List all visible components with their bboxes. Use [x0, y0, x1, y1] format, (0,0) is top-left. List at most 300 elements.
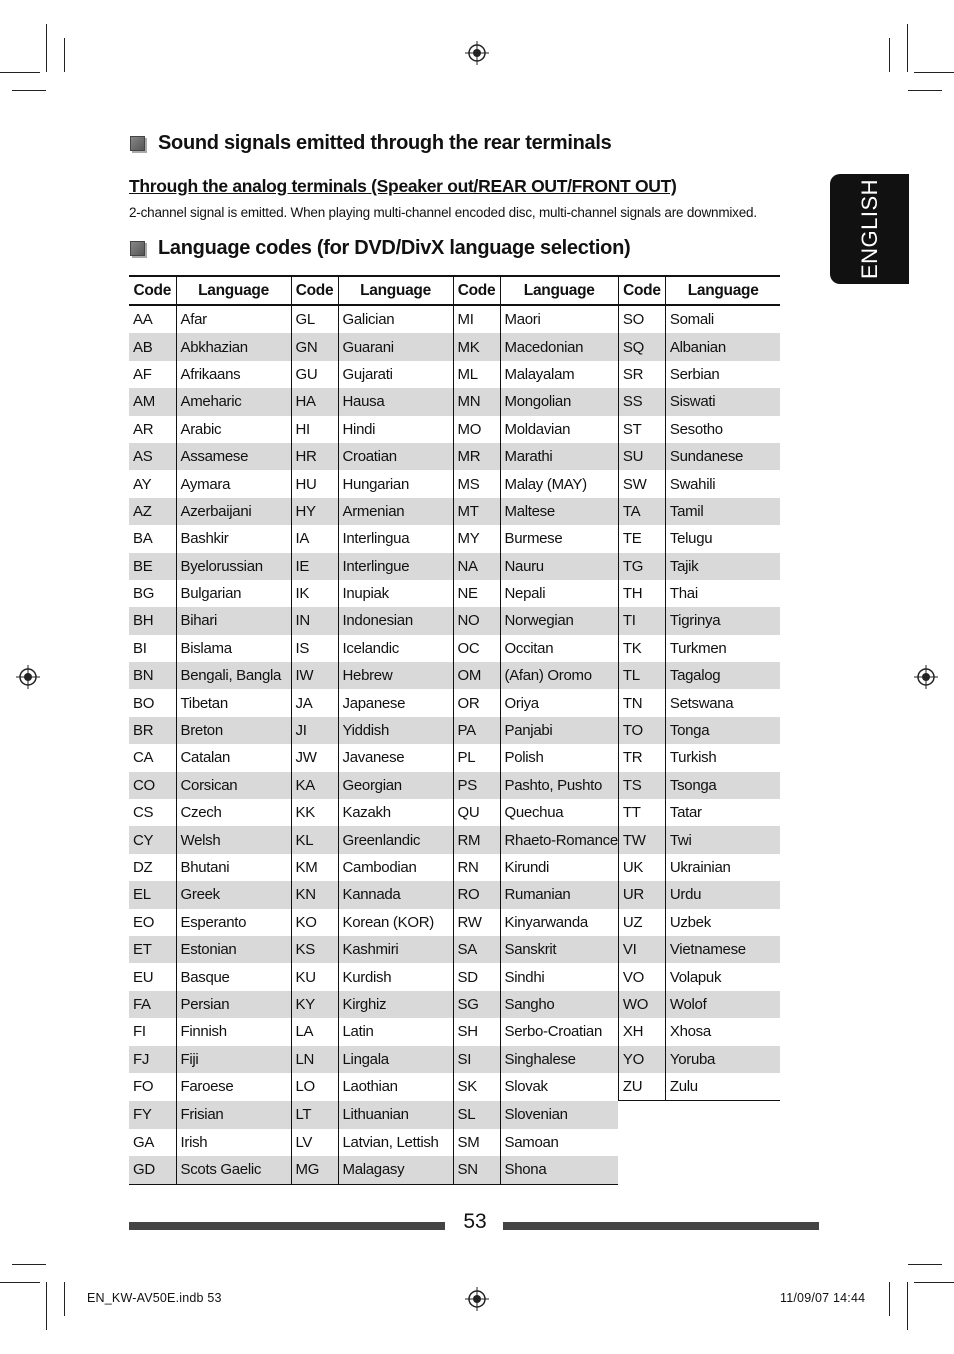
crop-mark	[12, 1264, 46, 1265]
language-code-cell: LO	[291, 1073, 338, 1101]
language-code-cell: RM	[453, 826, 500, 853]
table-row	[129, 1156, 780, 1184]
language-code-cell: HI	[291, 416, 338, 443]
language-side-tab	[830, 174, 909, 284]
table-row	[129, 525, 780, 552]
language-code-cell: MO	[453, 416, 500, 443]
language-name-cell: Turkish	[665, 744, 780, 771]
language-name-cell: Norwegian	[500, 607, 618, 634]
registration-mark-icon	[465, 41, 489, 65]
language-name-cell: Hebrew	[338, 662, 453, 689]
table-row	[129, 607, 780, 634]
language-code-cell: FA	[129, 991, 176, 1018]
language-name-cell: Xhosa	[665, 1018, 780, 1045]
language-code-cell: MT	[453, 498, 500, 525]
language-name-cell: Esperanto	[176, 909, 291, 936]
language-code-cell: YO	[618, 1046, 665, 1073]
crop-mark	[914, 72, 954, 73]
language-name-cell: Arabic	[176, 416, 291, 443]
language-name-cell: Slovenian	[500, 1101, 618, 1129]
language-code-cell: TS	[618, 772, 665, 799]
language-name-cell: Armenian	[338, 498, 453, 525]
language-name-cell: Greek	[176, 881, 291, 908]
language-code-cell: QU	[453, 799, 500, 826]
crop-mark	[907, 1282, 908, 1330]
column-header-language: Language	[338, 276, 453, 305]
language-code-cell: NE	[453, 580, 500, 607]
language-name-cell: Rhaeto-Romance	[500, 826, 618, 853]
language-name-cell: Urdu	[665, 881, 780, 908]
language-name-cell: Oriya	[500, 689, 618, 716]
table-row	[129, 1073, 780, 1101]
language-code-cell: GD	[129, 1156, 176, 1184]
language-name-cell: Mongolian	[500, 388, 618, 415]
language-code-cell: CY	[129, 826, 176, 853]
language-name-cell: Hungarian	[338, 470, 453, 497]
heading-square-icon	[130, 241, 145, 256]
crop-mark	[889, 38, 890, 72]
language-codes-table	[129, 275, 780, 1185]
language-name-cell: Kirundi	[500, 854, 618, 881]
language-code-cell: PS	[453, 772, 500, 799]
language-code-cell: SK	[453, 1073, 500, 1101]
table-row	[129, 689, 780, 716]
language-name-cell: Abkhazian	[176, 333, 291, 360]
language-name-cell: Latvian, Lettish	[338, 1129, 453, 1156]
language-code-cell: XH	[618, 1018, 665, 1045]
language-code-cell: TK	[618, 635, 665, 662]
language-name-cell: Fiji	[176, 1046, 291, 1073]
language-code-cell: RO	[453, 881, 500, 908]
column-header-code: Code	[129, 276, 176, 305]
language-name-cell: Quechua	[500, 799, 618, 826]
heading-square-icon	[130, 136, 145, 151]
language-name-cell: Ukrainian	[665, 854, 780, 881]
language-name-cell: Sindhi	[500, 963, 618, 990]
empty-cell	[618, 1101, 665, 1129]
language-name-cell: Nauru	[500, 553, 618, 580]
language-name-cell: Kirghiz	[338, 991, 453, 1018]
language-code-cell: SN	[453, 1156, 500, 1184]
language-code-cell: JI	[291, 717, 338, 744]
language-code-cell: SH	[453, 1018, 500, 1045]
language-name-cell: Maltese	[500, 498, 618, 525]
language-name-cell: Welsh	[176, 826, 291, 853]
language-code-cell: CA	[133, 749, 154, 767]
language-name-cell: Greenlandic	[338, 826, 453, 853]
table-row	[129, 635, 780, 662]
language-code-cell: BH	[129, 607, 176, 634]
language-code-cell: JA	[291, 689, 338, 716]
language-code-cell: UZ	[618, 909, 665, 936]
language-code-cell: IK	[291, 580, 338, 607]
language-name-cell: Vietnamese	[665, 936, 780, 963]
language-code-cell: BE	[129, 553, 176, 580]
language-code-cell: GU	[291, 361, 338, 388]
language-code-cell: CS	[133, 804, 154, 822]
language-code-cell: SO	[618, 305, 665, 333]
language-code-cell: LT	[291, 1101, 338, 1129]
language-code-cell: VO	[618, 963, 665, 990]
table-row	[129, 553, 780, 580]
language-code-cell: SI	[453, 1046, 500, 1073]
language-code-cell: OR	[453, 689, 500, 716]
language-code-cell: PL	[453, 744, 500, 771]
language-name-cell: Azerbaijani	[176, 498, 291, 525]
language-name-cell: Somali	[665, 305, 780, 333]
language-code-cell: MI	[453, 305, 500, 333]
table-row	[129, 580, 780, 607]
language-code-cell: SR	[618, 361, 665, 388]
language-name-cell: Irish	[176, 1129, 291, 1156]
crop-mark	[0, 72, 40, 73]
language-code-cell: EU	[133, 968, 154, 986]
language-name-cell: Ameharic	[176, 388, 291, 415]
section-heading-language	[130, 237, 630, 260]
language-name-cell: Gujarati	[338, 361, 453, 388]
language-code-cell: ZU	[618, 1073, 665, 1101]
language-name-cell: Tajik	[665, 553, 780, 580]
language-code-cell: BO	[133, 694, 155, 712]
language-name-cell: Frisian	[176, 1101, 291, 1129]
language-code-cell: IN	[291, 607, 338, 634]
table-row	[129, 333, 780, 360]
language-name-cell: Moldavian	[500, 416, 618, 443]
table-row	[129, 881, 780, 908]
language-name-cell: Sundanese	[665, 443, 780, 470]
language-name-cell: Pashto, Pushto	[500, 772, 618, 799]
language-code-cell: EO	[133, 913, 155, 931]
language-code-cell: ST	[618, 416, 665, 443]
language-code-cell: ML	[453, 361, 500, 388]
language-code-cell: TL	[618, 662, 665, 689]
language-code-cell: AR	[133, 420, 154, 438]
section-title: Language codes (for DVD/DivX language selection)	[158, 237, 631, 259]
language-code-cell: KN	[291, 881, 338, 908]
language-code-cell: TT	[618, 799, 665, 826]
language-name-cell: Albanian	[665, 333, 780, 360]
language-name-cell: Kazakh	[338, 799, 453, 826]
language-name-cell: Telugu	[665, 525, 780, 552]
language-code-cell: BI	[133, 639, 147, 657]
language-code-cell: TR	[618, 744, 665, 771]
column-header-code: Code	[453, 276, 500, 305]
language-name-cell: Kinyarwanda	[500, 909, 618, 936]
language-name-cell: Burmese	[500, 525, 618, 552]
language-name-cell: Afar	[176, 305, 291, 333]
empty-cell	[618, 1129, 665, 1156]
language-name-cell: Assamese	[176, 443, 291, 470]
subsection-title: Through the analog terminals (Speaker out/REAR OUT/FRONT OUT)	[129, 176, 677, 196]
language-name-cell: Catalan	[176, 744, 291, 771]
crop-mark	[914, 1282, 954, 1283]
language-code-cell: TO	[618, 717, 665, 744]
language-code-cell: WO	[618, 991, 665, 1018]
crop-mark	[12, 90, 46, 91]
language-name-cell: Swahili	[665, 470, 780, 497]
language-name-cell: Zulu	[665, 1073, 780, 1101]
language-code-cell: KS	[291, 936, 338, 963]
language-name-cell: Volapuk	[665, 963, 780, 990]
language-name-cell: Singhalese	[500, 1046, 618, 1073]
slug-file: EN_KW-AV50E.indb 53	[87, 1291, 222, 1305]
table-row	[129, 744, 780, 771]
language-name-cell: Macedonian	[500, 333, 618, 360]
language-name-cell: Korean (KOR)	[338, 909, 453, 936]
language-name-cell: Wolof	[665, 991, 780, 1018]
language-name-cell: Malagasy	[338, 1156, 453, 1184]
column-header-language: Language	[500, 276, 618, 305]
language-code-cell: GA	[133, 1133, 155, 1151]
language-code-cell: BA	[133, 530, 153, 548]
page-number: 53	[463, 1210, 487, 1233]
crop-mark	[64, 1282, 65, 1316]
table-row	[129, 991, 780, 1018]
language-name-cell: Yiddish	[338, 717, 453, 744]
language-name-cell: Tonga	[665, 717, 780, 744]
language-code-cell: TI	[618, 607, 665, 634]
language-code-cell: IS	[291, 635, 338, 662]
table-row	[129, 1129, 780, 1156]
language-name-cell: Tatar	[665, 799, 780, 826]
language-code-cell: CO	[129, 772, 176, 799]
side-tab-label: ENGLISH	[856, 178, 882, 280]
language-code-cell: MY	[453, 525, 500, 552]
language-name-cell: Sanskrit	[500, 936, 618, 963]
table-row	[129, 1046, 780, 1073]
crop-mark	[908, 90, 942, 91]
language-name-cell: Shona	[500, 1156, 618, 1184]
language-name-cell: Interlingua	[338, 525, 453, 552]
registration-mark-icon	[914, 665, 938, 689]
table-row	[129, 936, 780, 963]
language-name-cell: Tsonga	[665, 772, 780, 799]
language-name-cell: Yoruba	[665, 1046, 780, 1073]
registration-mark-icon	[465, 1287, 489, 1311]
language-name-cell: Indonesian	[338, 607, 453, 634]
language-code-cell: SL	[453, 1101, 500, 1129]
language-name-cell: Inupiak	[338, 580, 453, 607]
language-code-cell: RN	[453, 854, 500, 881]
language-code-cell: HU	[291, 470, 338, 497]
language-code-cell: TA	[618, 498, 665, 525]
crop-mark	[889, 1282, 890, 1316]
table-row	[129, 909, 780, 936]
language-code-cell: GN	[291, 333, 338, 360]
language-name-cell: Tamil	[665, 498, 780, 525]
language-name-cell: Guarani	[338, 333, 453, 360]
language-name-cell: Hausa	[338, 388, 453, 415]
language-code-cell: KO	[291, 909, 338, 936]
table-row	[129, 1101, 780, 1129]
table-row	[129, 662, 780, 689]
language-name-cell: Serbian	[665, 361, 780, 388]
language-name-cell: Bashkir	[176, 525, 291, 552]
language-code-cell: OC	[453, 635, 500, 662]
language-code-cell: DZ	[133, 859, 153, 876]
language-name-cell: Serbo-Croatian	[500, 1018, 618, 1045]
language-name-cell: Javanese	[338, 744, 453, 771]
table-row	[129, 305, 780, 333]
language-code-cell: KK	[291, 799, 338, 826]
language-code-cell: FY	[129, 1101, 176, 1129]
table-row	[129, 388, 780, 415]
language-name-cell: Uzbek	[665, 909, 780, 936]
language-name-cell: Hindi	[338, 416, 453, 443]
language-code-cell: FJ	[129, 1046, 176, 1073]
language-name-cell: Finnish	[176, 1018, 291, 1045]
language-name-cell: Malayalam	[500, 361, 618, 388]
language-name-cell: Samoan	[500, 1129, 618, 1156]
language-code-cell: FI	[133, 1023, 146, 1041]
language-code-cell: NO	[453, 607, 500, 634]
empty-cell	[618, 1156, 665, 1184]
language-code-cell: TW	[618, 826, 665, 853]
table-row	[129, 826, 780, 853]
language-code-cell: SW	[618, 470, 665, 497]
language-name-cell: Galician	[338, 305, 453, 333]
language-name-cell: Siswati	[665, 388, 780, 415]
language-code-cell: UK	[618, 854, 665, 881]
language-code-cell: TH	[618, 580, 665, 607]
language-name-cell: Nepali	[500, 580, 618, 607]
language-name-cell: Panjabi	[500, 717, 618, 744]
language-code-cell: ET	[129, 936, 176, 963]
language-code-cell: MS	[453, 470, 500, 497]
language-code-cell: SG	[453, 991, 500, 1018]
language-code-cell: BN	[129, 662, 176, 689]
language-code-cell: TG	[618, 553, 665, 580]
language-code-cell: AY	[133, 475, 152, 493]
language-name-cell: Turkmen	[665, 635, 780, 662]
language-code-cell: SU	[618, 443, 665, 470]
table-row	[129, 717, 780, 744]
language-code-cell: AF	[133, 365, 152, 383]
language-code-cell: MG	[291, 1156, 338, 1184]
language-code-cell: GL	[291, 305, 338, 333]
language-code-cell: LA	[291, 1018, 338, 1045]
table-row	[129, 772, 780, 799]
language-code-cell: SD	[453, 963, 500, 990]
language-name-cell: Slovak	[500, 1073, 618, 1101]
language-code-cell: JW	[291, 744, 338, 771]
language-code-cell: KY	[291, 991, 338, 1018]
crop-mark	[0, 1282, 40, 1283]
language-name-cell: Japanese	[338, 689, 453, 716]
language-name-cell: Cambodian	[338, 854, 453, 881]
language-code-cell: UR	[618, 881, 665, 908]
column-header-code: Code	[618, 276, 665, 305]
language-name-cell: Bulgarian	[176, 580, 291, 607]
table-row	[129, 963, 780, 990]
section-heading-sound	[130, 132, 611, 155]
language-code-cell: KL	[291, 826, 338, 853]
language-name-cell: Basque	[176, 963, 291, 990]
language-code-cell: MN	[453, 388, 500, 415]
table-row	[129, 799, 780, 826]
language-name-cell: Setswana	[665, 689, 780, 716]
language-name-cell: Malay (MAY)	[500, 470, 618, 497]
column-header-code: Code	[291, 276, 338, 305]
language-code-cell: HY	[291, 498, 338, 525]
language-name-cell: Tigrinya	[665, 607, 780, 634]
empty-cell	[665, 1129, 780, 1156]
subsection-text: 2-channel signal is emitted. When playing multi-channel encoded disc, multi-channel signals are downmixed.	[129, 205, 757, 220]
table-row	[129, 470, 780, 497]
language-name-cell: Interlingue	[338, 553, 453, 580]
column-header-language: Language	[665, 276, 780, 305]
language-code-cell: SQ	[618, 333, 665, 360]
crop-mark	[907, 24, 908, 72]
language-name-cell: Afrikaans	[176, 361, 291, 388]
language-name-cell: Breton	[176, 717, 291, 744]
crop-mark	[908, 1264, 942, 1265]
table-row	[129, 361, 780, 388]
language-code-cell: TN	[618, 689, 665, 716]
language-name-cell: Persian	[176, 991, 291, 1018]
language-code-cell: AS	[129, 443, 176, 470]
section-title: Sound signals emitted through the rear terminals	[158, 132, 612, 154]
language-name-cell: Czech	[176, 799, 291, 826]
language-code-cell: MK	[453, 333, 500, 360]
language-code-cell: PA	[453, 717, 500, 744]
language-name-cell: Bengali, Bangla	[176, 662, 291, 689]
language-name-cell: Corsican	[176, 772, 291, 799]
language-code-cell: TE	[618, 525, 665, 552]
language-name-cell: Polish	[500, 744, 618, 771]
language-name-cell: Aymara	[176, 470, 291, 497]
language-name-cell: Bihari	[176, 607, 291, 634]
empty-cell	[665, 1101, 780, 1129]
language-name-cell: Kurdish	[338, 963, 453, 990]
language-code-cell: AA	[133, 311, 153, 329]
language-name-cell: Scots Gaelic	[176, 1156, 291, 1184]
language-name-cell: Occitan	[500, 635, 618, 662]
language-name-cell: Sesotho	[665, 416, 780, 443]
language-code-cell: AB	[129, 333, 176, 360]
language-code-cell: IE	[291, 553, 338, 580]
language-name-cell: Twi	[665, 826, 780, 853]
language-name-cell: Rumanian	[500, 881, 618, 908]
language-code-cell: KM	[291, 854, 338, 881]
language-code-cell: VI	[618, 936, 665, 963]
language-name-cell: Estonian	[176, 936, 291, 963]
language-name-cell: Maori	[500, 305, 618, 333]
table-row	[129, 1018, 780, 1045]
empty-cell	[665, 1156, 780, 1184]
language-name-cell: Lithuanian	[338, 1101, 453, 1129]
table-row	[129, 498, 780, 525]
language-name-cell: Sangho	[500, 991, 618, 1018]
language-code-cell: IW	[291, 662, 338, 689]
table-row	[129, 443, 780, 470]
crop-mark	[46, 24, 47, 72]
language-code-cell: SS	[618, 388, 665, 415]
language-code-cell: BG	[133, 585, 155, 603]
table-row	[129, 416, 780, 443]
language-code-cell: AM	[129, 388, 176, 415]
language-name-cell: Lingala	[338, 1046, 453, 1073]
language-name-cell: Kashmiri	[338, 936, 453, 963]
language-code-cell: KA	[291, 772, 338, 799]
language-name-cell: Byelorussian	[176, 553, 291, 580]
language-code-cell: SM	[453, 1129, 500, 1156]
language-code-cell: RW	[453, 909, 500, 936]
language-name-cell: Bislama	[176, 635, 291, 662]
language-name-cell: Marathi	[500, 443, 618, 470]
footer-bar-right	[503, 1222, 819, 1230]
language-name-cell: Bhutani	[176, 854, 291, 881]
